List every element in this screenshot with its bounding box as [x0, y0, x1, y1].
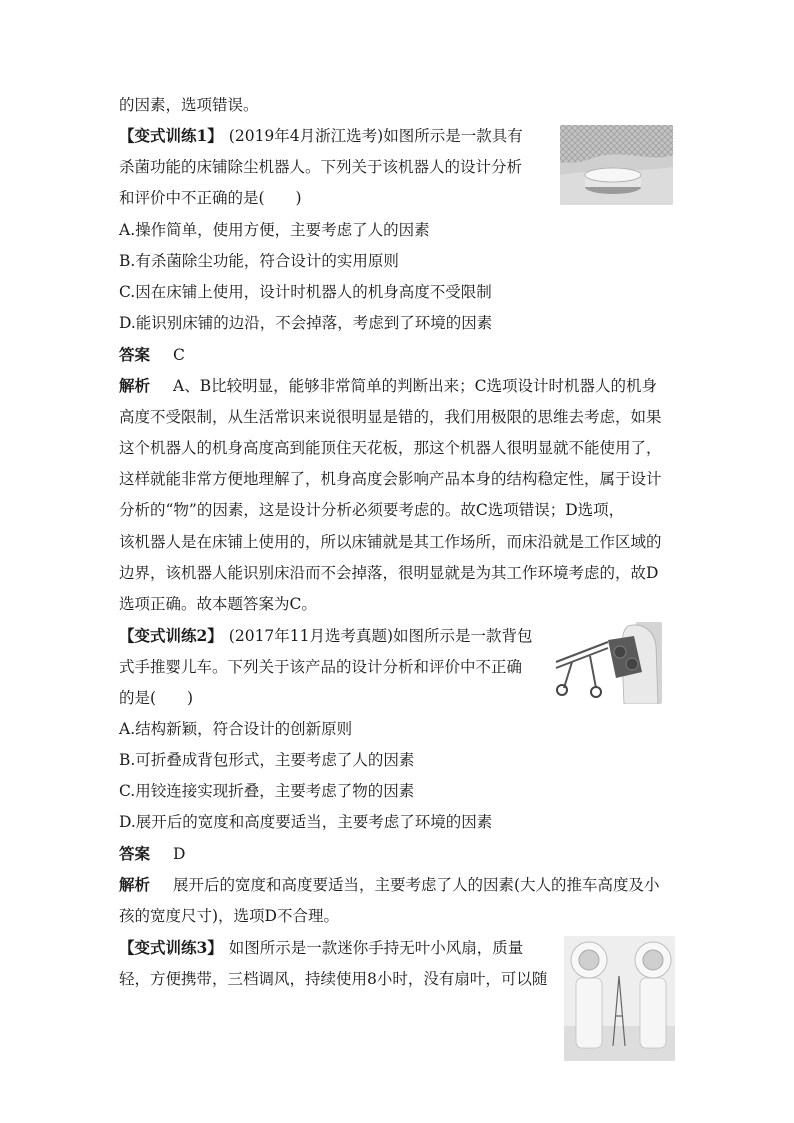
analysis-line	[119, 376, 657, 396]
text-line: 的是( )	[119, 689, 194, 707]
backpack-stroller-photo	[550, 622, 662, 704]
text-line: 式手推婴儿车。下列关于该产品的设计分析和评价中不正确	[119, 658, 523, 676]
analysis-text: A、B比较明显，能够非常简单的判断出来；C选项设计时机器人的机身	[173, 377, 657, 395]
answer-value: D	[173, 845, 186, 863]
exercise-1-header	[119, 126, 523, 146]
answer-label: 答案	[119, 345, 151, 364]
option-a: A.操作简单，使用方便，主要考虑了人的因素	[119, 221, 430, 239]
text-line: 这个机器人的机身高度高到能顶住天花板，那这个机器人很明显就不能使用了，	[119, 439, 662, 457]
analysis-line	[119, 875, 660, 895]
text-line: 杀菌功能的床铺除尘机器人。下列关于该机器人的设计分析	[119, 158, 523, 176]
option-d: D.展开后的宽度和高度要适当，主要考虑了环境的因素	[119, 813, 493, 831]
exercise-3-header	[119, 938, 523, 958]
exercise-2-tag: 【变式训练2】	[119, 626, 223, 645]
bladeless-fan-photo	[564, 936, 675, 1061]
text-line: 高度不受限制，从生活常识来说很明显是错的，我们用极限的思维去考虑，如果	[119, 408, 662, 426]
exercise-3-intro: 如图所示是一款迷你手持无叶小风扇，质量	[228, 939, 524, 957]
exercise-1-intro: (2019年4月浙江选考)如图所示是一款具有	[228, 127, 523, 145]
analysis-label: 解析	[119, 376, 151, 395]
exercise-2-intro: (2017年11月选考真题)如图所示是一款背包	[228, 627, 533, 645]
analysis-text: 展开后的宽度和高度要适当，主要考虑了人的因素(大人的推车高度及小	[173, 876, 660, 894]
text-line: 这样就能非常方便地理解了，机身高度会影响产品本身的结构稳定性，属于设计	[119, 470, 662, 488]
option-b: B.可折叠成背包形式，主要考虑了人的因素	[119, 751, 415, 769]
option-b: B.有杀菌除尘功能，符合设计的实用原则	[119, 252, 399, 270]
exercise-1-tag: 【变式训练1】	[119, 126, 223, 145]
bed-robot-photo	[560, 125, 673, 205]
answer-value: C	[173, 346, 185, 364]
option-c: C.用铰连接实现折叠，主要考虑了物的因素	[119, 782, 415, 800]
answer-line	[119, 345, 185, 365]
analysis-label: 解析	[119, 875, 151, 894]
text-line: 的因素，选项错误。	[119, 96, 259, 114]
exercise-2-header	[119, 626, 533, 646]
text-line: 孩的宽度尺寸)，选项D不合理。	[119, 907, 339, 925]
answer-line	[119, 844, 185, 864]
option-a: A.结构新颖，符合设计的创新原则	[119, 720, 353, 738]
text-line: 该机器人是在床铺上使用的，所以床铺就是其工作场所，而床沿就是工作区域的	[119, 533, 662, 551]
text-line: 轻，方便携带，三档调风，持续使用8小时，没有扇叶，可以随	[119, 970, 548, 988]
text-line: 选项正确。故本题答案为C。	[119, 595, 317, 613]
option-c: C.因在床铺上使用，设计时机器人的机身高度不受限制	[119, 283, 492, 301]
text-line: 和评价中不正确的是( )	[119, 189, 302, 207]
option-d: D.能识别床铺的边沿，不会掉落，考虑到了环境的因素	[119, 314, 493, 332]
exercise-3-tag: 【变式训练3】	[119, 938, 223, 957]
answer-label: 答案	[119, 844, 151, 863]
text-line: 边界，该机器人能识别床沿而不会掉落，很明显就是为其工作环境考虑的，故D	[119, 564, 659, 582]
text-line: 分析的“物”的因素，这是设计分析必须要考虑的。故C选项错误；D选项，	[119, 501, 625, 519]
